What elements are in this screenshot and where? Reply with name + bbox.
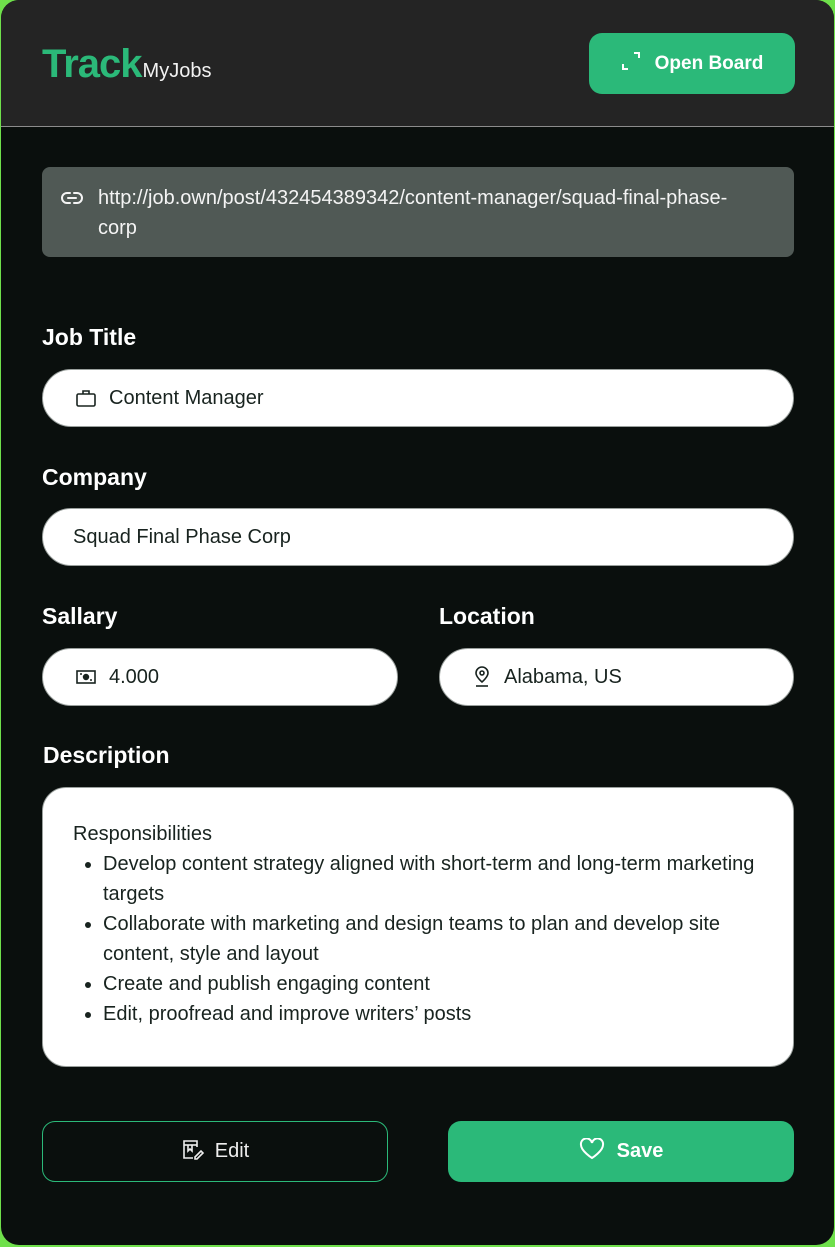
location-input[interactable] <box>439 648 794 706</box>
job-url-text: http://job.own/post/432454389342/content-manager/squad-final-phase-corp <box>98 187 728 239</box>
map-pin-icon <box>473 666 491 688</box>
save-label: Save <box>616 1140 664 1162</box>
header <box>1 0 834 127</box>
company-input[interactable] <box>42 508 794 566</box>
description-heading: Responsibilities <box>73 823 212 845</box>
edit-button[interactable] <box>42 1121 388 1182</box>
salary-value: 4.000 <box>109 665 160 688</box>
list-item: • Edit, proofread and improve writers’ posts <box>103 999 763 1029</box>
edit-label: Edit <box>214 1140 250 1162</box>
list-item: • Develop content strategy aligned with short-term and long-term marketing targets <box>103 849 763 909</box>
logo-main: Track <box>42 42 142 86</box>
money-icon <box>76 670 96 684</box>
company-value: Squad Final Phase Corp <box>73 525 291 548</box>
salary-input[interactable] <box>42 648 398 706</box>
save-button[interactable] <box>448 1121 794 1182</box>
open-board-button[interactable] <box>589 33 795 94</box>
company-label: Company <box>42 464 147 490</box>
list-item: • Create and publish engaging content <box>103 969 763 999</box>
description-textarea[interactable] <box>42 787 794 1067</box>
job-title-label: Job Title <box>42 324 137 350</box>
job-card <box>1 0 834 1245</box>
edit-icon <box>181 1138 205 1166</box>
job-url[interactable] <box>42 167 794 257</box>
open-board-label: Open Board <box>654 52 764 74</box>
location-value: Alabama, US <box>504 665 622 688</box>
list-item: • Collaborate with marketing and design teams to plan and develop site content, style and layout <box>103 909 763 969</box>
expand-icon <box>621 51 641 77</box>
salary-label: Sallary <box>42 603 118 629</box>
job-title-input[interactable] <box>42 369 794 427</box>
description-label: Description <box>43 742 170 768</box>
heart-icon <box>579 1138 605 1166</box>
location-label: Location <box>439 603 535 629</box>
briefcase-icon <box>76 389 96 407</box>
logo-sub: MyJobs <box>142 60 212 82</box>
logo <box>42 42 211 87</box>
description-list <box>73 849 763 1029</box>
link-icon <box>60 187 84 217</box>
job-title-value: Content Manager <box>109 386 264 409</box>
